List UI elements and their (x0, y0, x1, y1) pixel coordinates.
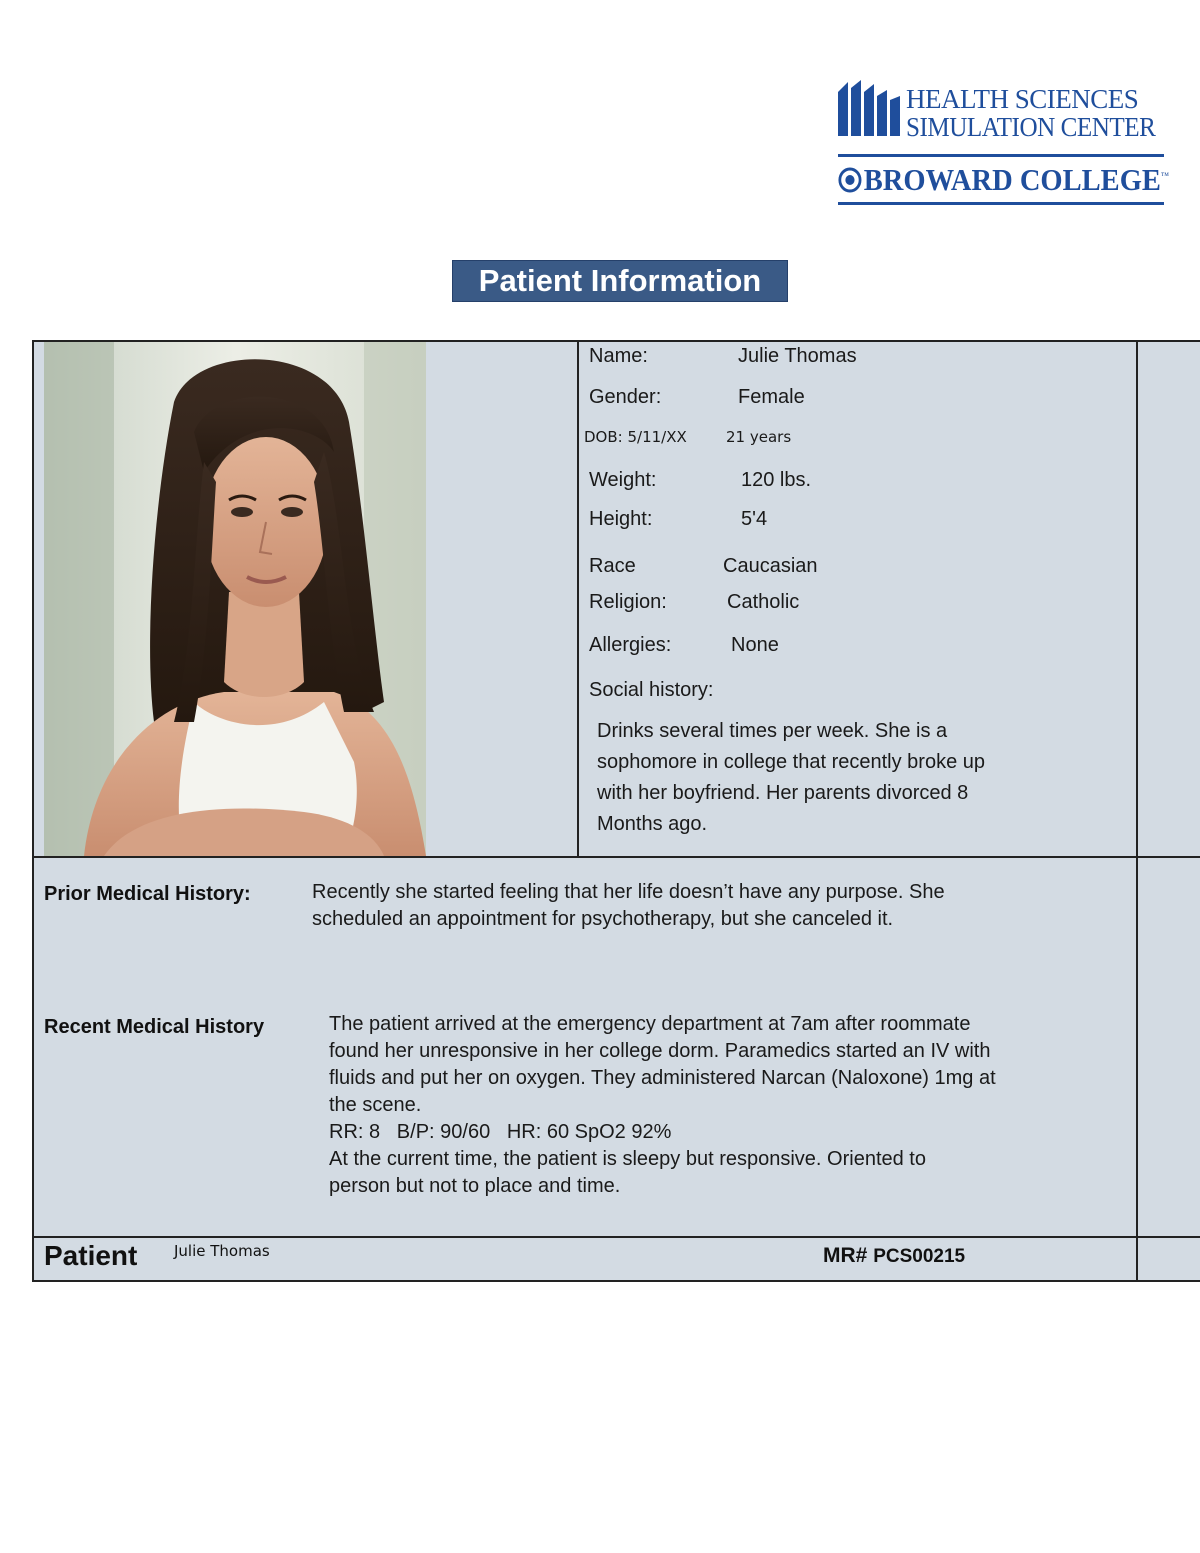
recent-history-line: found her unresponsive in her college dorm. Paramedics started an IV with (329, 1040, 991, 1062)
social-history-line: with her boyfriend. Her parents divorced 8 (597, 782, 969, 804)
college-name-text: BROWARD COLLEGE (863, 162, 1161, 197)
prior-history-label: Prior Medical History: (44, 883, 251, 905)
recent-history-line: the scene. (329, 1094, 422, 1116)
height-label: Height: (589, 508, 653, 530)
logo-divider-bottom (838, 202, 1164, 205)
recent-history-label: Recent Medical History (44, 1016, 265, 1038)
footer-patient-label: Patient (44, 1240, 138, 1271)
logo-line-simulation-center: SIMULATION CENTER (906, 112, 1156, 142)
mr-value: PCS00215 (873, 1246, 966, 1267)
logo-line-health-sciences: HEALTH SCIENCES (906, 84, 1139, 114)
college-seal-icon (838, 167, 862, 193)
logo-college-name (838, 162, 1169, 198)
logo-divider (838, 154, 1164, 157)
gender-label: Gender: (589, 386, 662, 408)
social-history-line: Months ago. (597, 813, 708, 835)
page-title: Patient Information (452, 260, 788, 302)
prior-history-line: scheduled an appointment for psychotherapy, but she canceled it. (312, 908, 894, 930)
social-history-line: Drinks several times per week. She is a (597, 720, 948, 742)
table-divider (32, 1236, 1200, 1238)
allergies-label: Allergies: (589, 634, 672, 656)
patient-photo (44, 342, 426, 856)
social-history-line: sophomore in college that recently broke up (597, 751, 986, 773)
religion-label: Religion: (589, 591, 667, 613)
allergies-value: None (731, 634, 779, 656)
dob-label: DOB: 5/11/XX (584, 428, 687, 446)
name-label: Name: (589, 345, 648, 367)
footer-patient-name: Julie Thomas (174, 1242, 270, 1260)
vital-signs-line: RR: 8 B/P: 90/60 HR: 60 SpO2 92% (329, 1121, 672, 1143)
simulation-center-logo-mark-icon (836, 78, 902, 140)
social-history-text (597, 716, 1117, 840)
religion-value: Catholic (727, 591, 800, 613)
social-history-label: Social history: (589, 679, 714, 701)
age-value: 21 years (726, 428, 792, 446)
recent-history-text (329, 1011, 1129, 1200)
prior-history-line: Recently she started feeling that her life doesn’t have any purpose. She (312, 881, 945, 903)
mr-label: MR# (823, 1244, 868, 1267)
table-divider (32, 856, 1200, 858)
table-divider (1136, 342, 1138, 1282)
trademark-symbol: ™ (1160, 170, 1170, 181)
gender-value: Female (738, 386, 805, 408)
patient-portrait-image (44, 342, 426, 856)
height-value: 5'4 (741, 508, 768, 530)
recent-history-line: person but not to place and time. (329, 1175, 621, 1197)
recent-history-line: At the current time, the patient is sleepy but responsive. Oriented to (329, 1148, 926, 1170)
weight-label: Weight: (589, 469, 657, 491)
prior-history-text (312, 879, 1112, 933)
college-logo (836, 76, 1170, 208)
recent-history-line: fluids and put her on oxygen. They administered Narcan (Naloxone) 1mg at (329, 1067, 996, 1089)
race-value: Caucasian (723, 555, 818, 577)
weight-value: 120 lbs. (741, 469, 812, 491)
name-value: Julie Thomas (738, 345, 857, 367)
medical-record-number (823, 1244, 965, 1268)
table-divider (577, 342, 579, 858)
race-label: Race (589, 555, 636, 577)
recent-history-line: The patient arrived at the emergency department at 7am after roommate (329, 1013, 971, 1035)
